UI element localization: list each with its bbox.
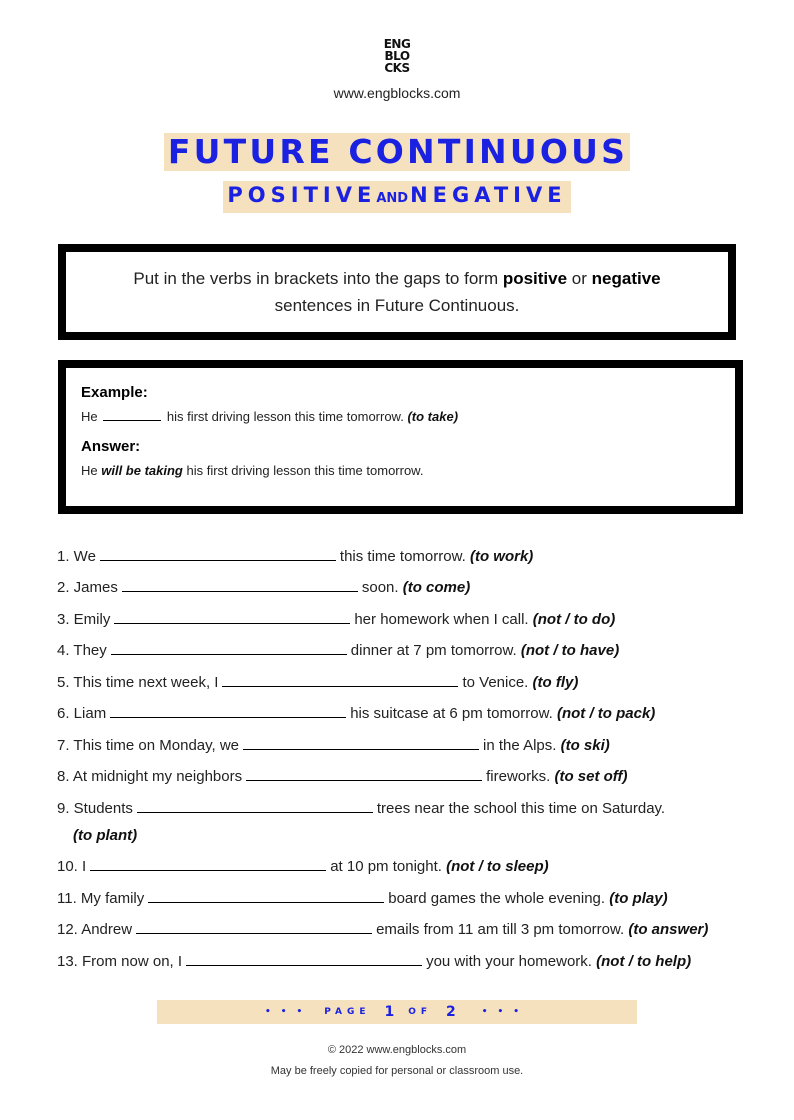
page-current: 1 [384,1004,395,1020]
item-hint: (to plant) [73,827,138,844]
item-after: at 10 pm tonight. [330,858,442,875]
exercise-item [57,856,549,876]
item-hint: (not / to do) [532,611,616,628]
exercise-item [57,766,628,786]
example-hint: (to take) [407,409,459,424]
item-after: soon. [361,579,399,596]
exercise-item [57,798,665,854]
item-before: 11. My family [57,890,145,907]
item-before: 13. From now on, I [57,953,183,970]
example-before: He [81,409,98,424]
page-of: OF [408,1007,433,1017]
answer-gap[interactable] [243,735,479,750]
answer-gap[interactable] [110,703,346,718]
instructions-box [58,244,736,340]
item-before: 8. At midnight my neighbors [57,768,243,785]
answer-gap[interactable] [122,577,358,592]
exercise-item [57,888,668,908]
subtitle-and: AND [376,191,409,206]
item-after: fireworks. [486,768,551,785]
instructions-positive: positive [502,269,568,288]
item-before: 7. This time on Monday, we [57,737,240,754]
answer-gap[interactable] [137,798,373,813]
item-hint: (not / to sleep) [446,858,549,875]
license-text: May be freely copied for personal or classroom use. [270,1065,524,1077]
item-hint: (not / to have) [520,642,620,659]
answer-after: his first driving lesson this time tomorrow. [186,463,424,478]
item-after: board games the whole evening. [388,890,606,907]
exercise-item [57,640,619,660]
answer-gap[interactable] [148,888,384,903]
answer-gap[interactable] [114,609,350,624]
logo-line: ENG [383,37,411,51]
exercise-item [57,546,533,566]
item-before: 6. Liam [57,705,107,722]
answer-sentence [81,462,727,480]
example-after: his first driving lesson this time tomorrow. [166,409,404,424]
item-after: trees near the school this time on Saturday. [376,800,666,817]
answer-gap[interactable] [100,546,336,561]
instructions-part: Put in the verbs in brackets into the gaps to form [133,269,503,288]
item-after: her homework when I call. [354,611,529,628]
answer-gap[interactable] [136,919,372,934]
item-hint: (to work) [469,548,534,565]
example-heading: Example: [81,384,148,401]
copyright-text: © 2022 www.engblocks.com [327,1044,467,1056]
logo-line: BLO [384,49,410,63]
exercise-item [57,951,691,971]
site-url[interactable]: www.engblocks.com [333,85,461,101]
item-hint: (to fly) [532,674,579,691]
answer-gap[interactable] [222,672,458,687]
logo-line: CKS [384,61,410,75]
page-indicator [157,1000,637,1024]
item-before: 12. Andrew [57,921,133,938]
item-before: 5. This time next week, I [57,674,219,691]
exercise-item [57,703,655,723]
exercise-item [57,609,615,629]
page-word: PAGE [324,1007,371,1017]
page-subtitle [223,181,570,213]
instructions-negative: negative [591,269,661,288]
instructions-part: sentences in Future Continuous. [274,296,520,315]
item-after: you with your homework. [426,953,592,970]
answer-gap[interactable] [111,640,347,655]
item-before: 4. They [57,642,107,659]
engblocks-logo [0,38,794,74]
item-hint: (to come) [402,579,471,596]
item-hint: (not / to pack) [556,705,656,722]
item-after: in the Alps. [483,737,557,754]
item-hint: (to answer) [628,921,709,938]
item-after: his suitcase at 6 pm tomorrow. [350,705,553,722]
item-before: 2. James [57,579,118,596]
item-hint: (to set off) [554,768,628,785]
item-hint: (not / to help) [596,953,692,970]
item-hint: (to play) [609,890,668,907]
answer-before: He [81,463,98,478]
exercise-item [57,577,470,597]
subtitle-positive: POSITIVE [227,183,377,207]
item-before: 10. I [57,858,87,875]
page-dots: ••• [481,1007,530,1017]
item-after: emails from 11 am till 3 pm tomorrow. [376,921,625,938]
answer-gap[interactable] [186,951,422,966]
item-before: 9. Students [57,800,133,817]
answer-gap[interactable] [90,856,326,871]
subtitle-negative: NEGATIVE [410,183,567,207]
instructions-or: or [567,269,592,288]
item-before: 1. We [57,548,96,565]
answer-gap[interactable] [246,766,482,781]
item-hint: (to ski) [560,737,610,754]
item-after: dinner at 7 pm tomorrow. [350,642,517,659]
exercise-item [57,735,610,755]
item-after: to Venice. [462,674,529,691]
exercise-item [57,672,578,692]
answer-verb: will be taking [101,463,183,478]
page-dots: ••• [264,1007,313,1017]
example-gap [103,408,161,421]
page-total: 2 [446,1004,456,1020]
item-after: this time tomorrow. [339,548,466,565]
exercise-item [57,919,708,939]
instructions-text [133,265,660,319]
page-title: FUTURE CONTINUOUS [164,133,630,171]
example-box [58,360,743,514]
example-sentence [81,408,727,426]
item-before: 3. Emily [57,611,111,628]
answer-heading: Answer: [81,438,141,455]
